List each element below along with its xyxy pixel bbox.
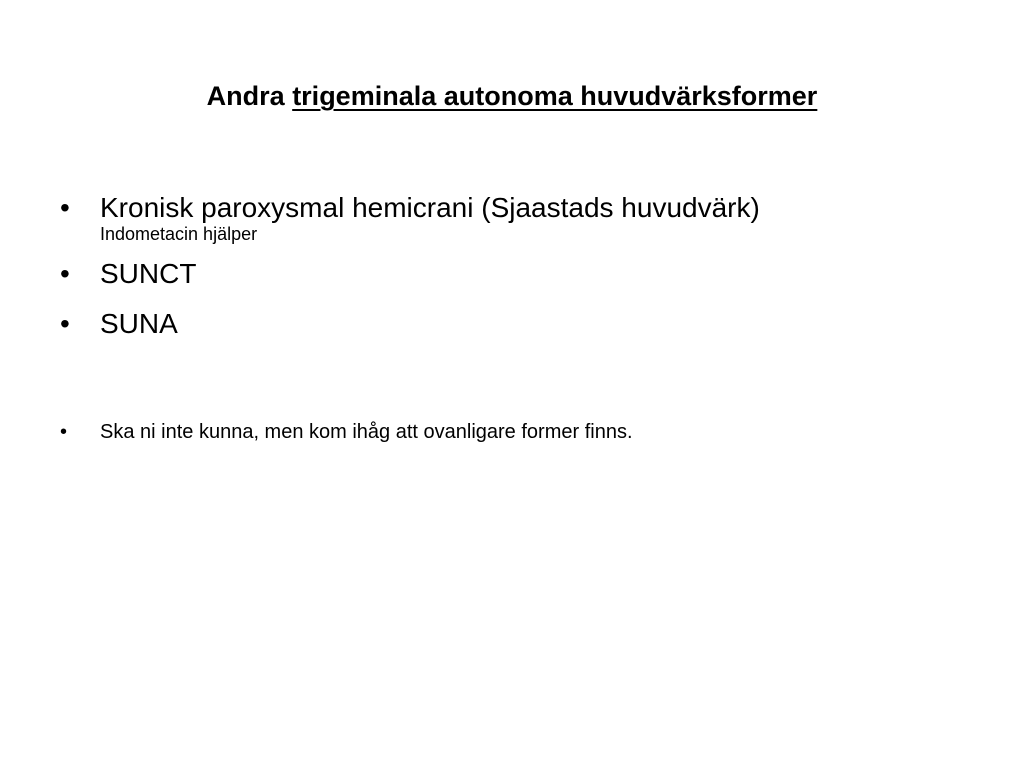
bullet-text: SUNCT: [100, 258, 197, 289]
bullet-text: SUNA: [100, 308, 178, 339]
bullet-list: [60, 188, 760, 344]
bullet-text: Kronisk paroxysmal hemicrani (Sjaastads huvudvärk): [100, 192, 760, 223]
bullet-dot: •: [60, 258, 70, 289]
note-text: Ska ni inte kunna, men kom ihåg att ovanligare former finns.: [100, 421, 633, 443]
note-bullet: [60, 418, 633, 446]
title-underlined: trigeminala autonoma huvudvärksformer: [292, 81, 818, 111]
slide-title: [0, 76, 1024, 116]
bullet-dot: •: [60, 308, 70, 339]
title-prefix: Andra: [206, 81, 293, 111]
bullet-subtext: Indometacin hjälper: [100, 224, 258, 244]
bullet-item-hemicrani: [60, 188, 760, 244]
bullet-dot: •: [60, 421, 68, 443]
bullet-item-sunct: [60, 254, 760, 294]
bullet-dot: •: [60, 192, 70, 223]
bullet-item-suna: [60, 304, 760, 344]
